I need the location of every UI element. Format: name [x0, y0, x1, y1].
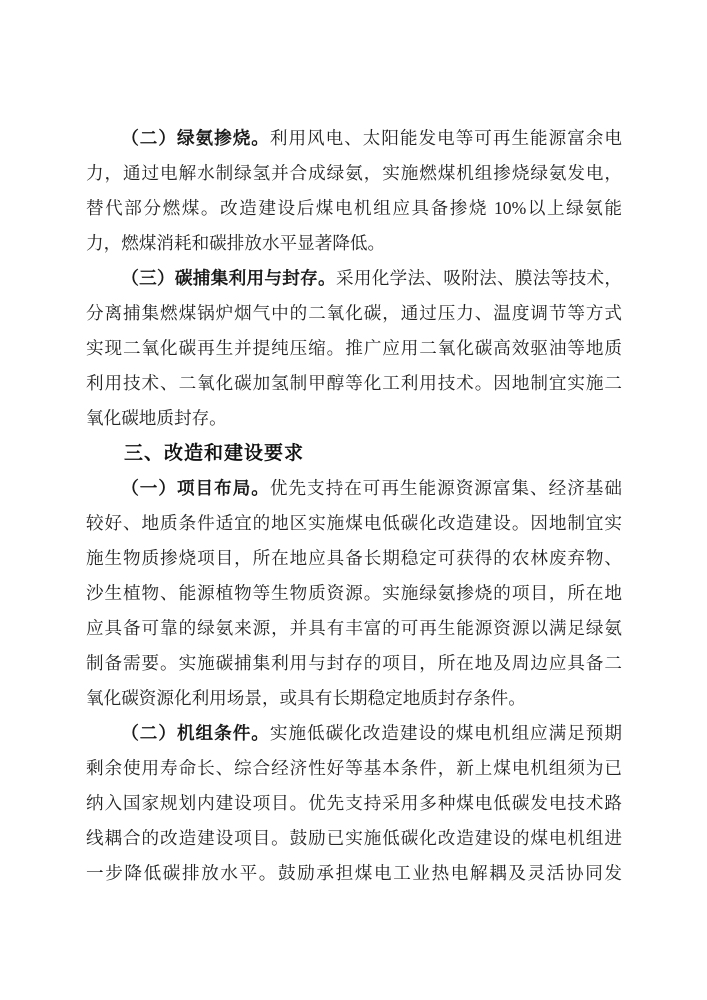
- text-line: [86, 611, 622, 646]
- line-text: 利用风电、太阳能发电等可再生能源富余电: [269, 128, 622, 148]
- text-line: [86, 401, 622, 436]
- line-text: 制备需要。实施碳捕集利用与封存的项目，所在地及周边应具备二: [86, 653, 622, 673]
- line-text: 实现二氧化碳再生并提纯压缩。推广应用二氧化碳高效驱油等地质: [86, 338, 622, 358]
- paragraph-lead: （二）机组条件。: [121, 723, 270, 743]
- paragraph-project-layout: [86, 471, 622, 716]
- line-text: 氧化碳资源化利用场景，或具有长期稳定地质封存条件。: [86, 688, 526, 708]
- text-line: [86, 681, 622, 716]
- line-text: 线耦合的改造建设项目。鼓励已实施低碳化改造建设的煤电机组进: [86, 828, 622, 848]
- paragraph-lead: （三）碳捕集利用与封存。: [121, 268, 336, 288]
- text-line: [86, 646, 622, 681]
- line-text: 剩余使用寿命长、综合经济性好等基本条件，新上煤电机组须为已: [86, 758, 622, 778]
- text-line: [86, 296, 622, 331]
- text-line: [86, 576, 622, 611]
- text-line: [86, 366, 622, 401]
- text-line: [86, 191, 622, 226]
- line-text: 纳入国家规划内建设项目。优先支持采用多种煤电低碳发电技术路: [86, 793, 622, 813]
- section-heading-retrofit-requirements: [86, 436, 622, 471]
- text-line: [86, 331, 622, 366]
- line-text: 采用化学法、吸附法、膜法等技术，: [335, 268, 622, 288]
- line-text: 替代部分燃煤。改造建设后煤电机组应具备掺烧 10%以上绿氨能: [86, 198, 622, 218]
- text-line: [86, 541, 622, 576]
- text-line: [86, 261, 622, 296]
- text-line: [86, 716, 622, 751]
- section-heading-text: 三、改造和建设要求: [124, 443, 305, 464]
- line-text: 一步降低碳排放水平。鼓励承担煤电工业热电解耦及灵活协同发: [86, 863, 622, 883]
- paragraph-lead: （一）项目布局。: [121, 478, 270, 498]
- line-text: 应具备可靠的绿氨来源，并具有丰富的可再生能源资源以满足绿氨: [86, 618, 622, 638]
- line-text: 分离捕集燃煤锅炉烟气中的二氧化碳，通过压力、温度调节等方式: [86, 303, 622, 323]
- paragraph-unit-conditions: [86, 716, 622, 891]
- line-text: 实施低碳化改造建设的煤电机组应满足预期: [269, 723, 622, 743]
- text-line: [86, 156, 622, 191]
- document-body: [86, 121, 622, 891]
- line-text: 氧化碳地质封存。: [86, 408, 227, 428]
- paragraph-lead: （二）绿氨掺烧。: [121, 128, 270, 148]
- text-line: [86, 226, 622, 261]
- line-text: 力，燃煤消耗和碳排放水平显著降低。: [86, 233, 386, 253]
- line-text: 施生物质掺烧项目，所在地应具备长期稳定可获得的农林废弃物、: [86, 548, 622, 568]
- line-text: 利用技术、二氧化碳加氢制甲醇等化工利用技术。因地制宜实施二: [86, 373, 622, 393]
- text-line: [86, 786, 622, 821]
- paragraph-carbon-capture-storage: [86, 261, 622, 436]
- line-text: 力，通过电解水制绿氢并合成绿氨，实施燃煤机组掺烧绿氨发电，: [86, 163, 622, 183]
- text-line: [86, 471, 622, 506]
- line-text: 优先支持在可再生能源资源富集、经济基础: [269, 478, 622, 498]
- text-line: [86, 506, 622, 541]
- line-text: 沙生植物、能源植物等生物质资源。实施绿氨掺烧的项目，所在地: [86, 583, 622, 603]
- text-line: [86, 751, 622, 786]
- text-line: [86, 856, 622, 891]
- paragraph-green-ammonia-cofiring: [86, 121, 622, 261]
- line-text: 较好、地质条件适宜的地区实施煤电低碳化改造建设。因地制宜实: [86, 513, 622, 533]
- text-line: [86, 121, 622, 156]
- text-line: [86, 821, 622, 856]
